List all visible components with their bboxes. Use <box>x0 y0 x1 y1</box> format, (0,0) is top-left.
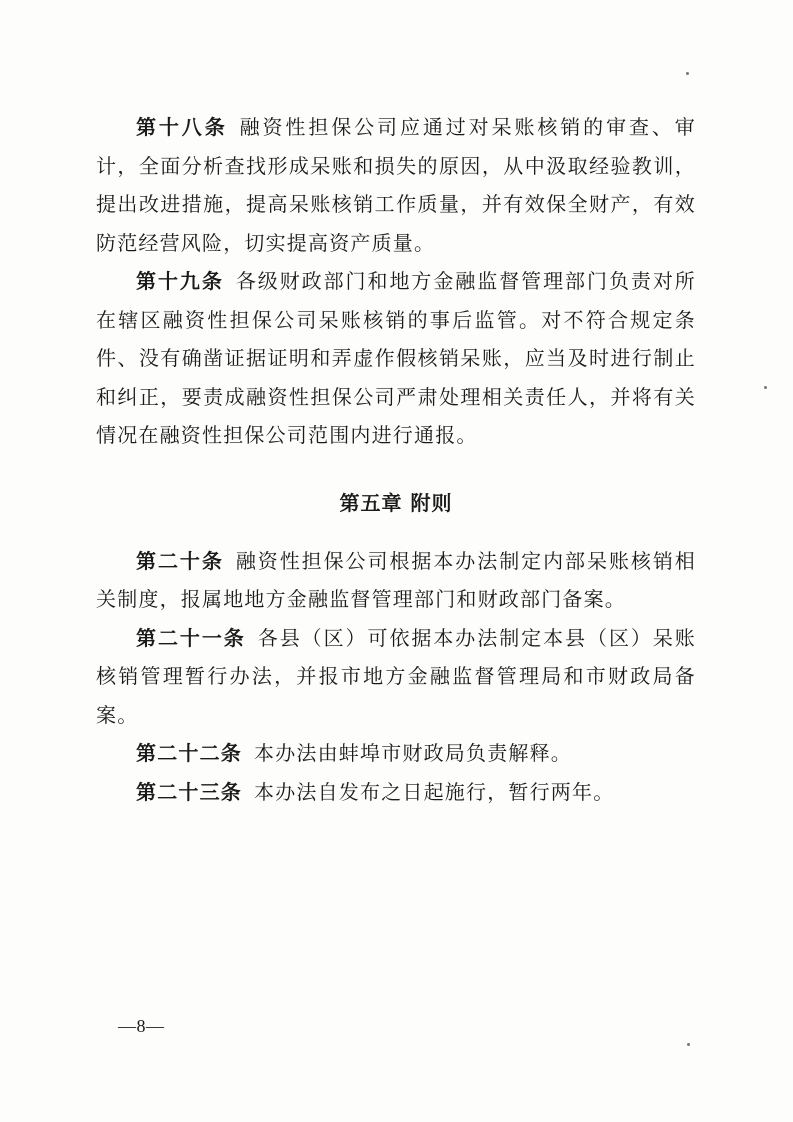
article-text: 本办法由蚌埠市财政局负责解释。 <box>254 741 572 765</box>
article-19 <box>96 262 696 455</box>
article-21 <box>96 619 696 735</box>
article-18 <box>96 108 696 262</box>
scan-speck <box>686 72 689 75</box>
article-20 <box>96 542 696 619</box>
article-number: 第十八条 <box>136 115 228 139</box>
article-number: 第十九条 <box>136 269 224 293</box>
article-23 <box>96 773 696 812</box>
page-number: —8— <box>118 1016 165 1036</box>
article-text: 各县（区）可依据本办法制定本县（区）呆账核销管理暂行办法，并报市地方金融监督管理局和市财政局备案。 <box>96 625 696 727</box>
document-body <box>96 108 696 811</box>
scan-speck <box>764 386 767 389</box>
article-22 <box>96 734 696 773</box>
article-number: 第二十二条 <box>136 741 242 765</box>
chapter-title: 第五章 附则 <box>339 490 453 515</box>
article-text: 本办法自发布之日起施行，暂行两年。 <box>254 779 615 804</box>
article-number: 第二十一条 <box>136 625 246 650</box>
scan-speck <box>687 1043 690 1046</box>
article-number: 第二十三条 <box>136 779 242 804</box>
article-text: 融资性担保公司应通过对呆账核销的审查、审计，全面分析查找形成呆账和损失的原因，从中汲取经验教训，提出改进措施，提高呆账核销工作质量，并有效保全财产，有效防范经营风险，切实提高资产质量。 <box>96 115 696 255</box>
article-text: 融资性担保公司根据本办法制定内部呆账核销相关制度，报属地地方金融监督管理部门和财政部门备案。 <box>96 548 696 611</box>
article-number: 第二十条 <box>136 548 224 573</box>
article-text: 各级财政部门和地方金融监督管理部门负责对所在辖区融资性担保公司呆账核销的事后监管。对不符合规定条件、没有确凿证据证明和弄虚作假核销呆账，应当及时进行制止和纠正，要责成融资性担保公司严肃处理相关责任人，并将有关情况在融资性担保公司范围内进行通报。 <box>96 269 696 447</box>
